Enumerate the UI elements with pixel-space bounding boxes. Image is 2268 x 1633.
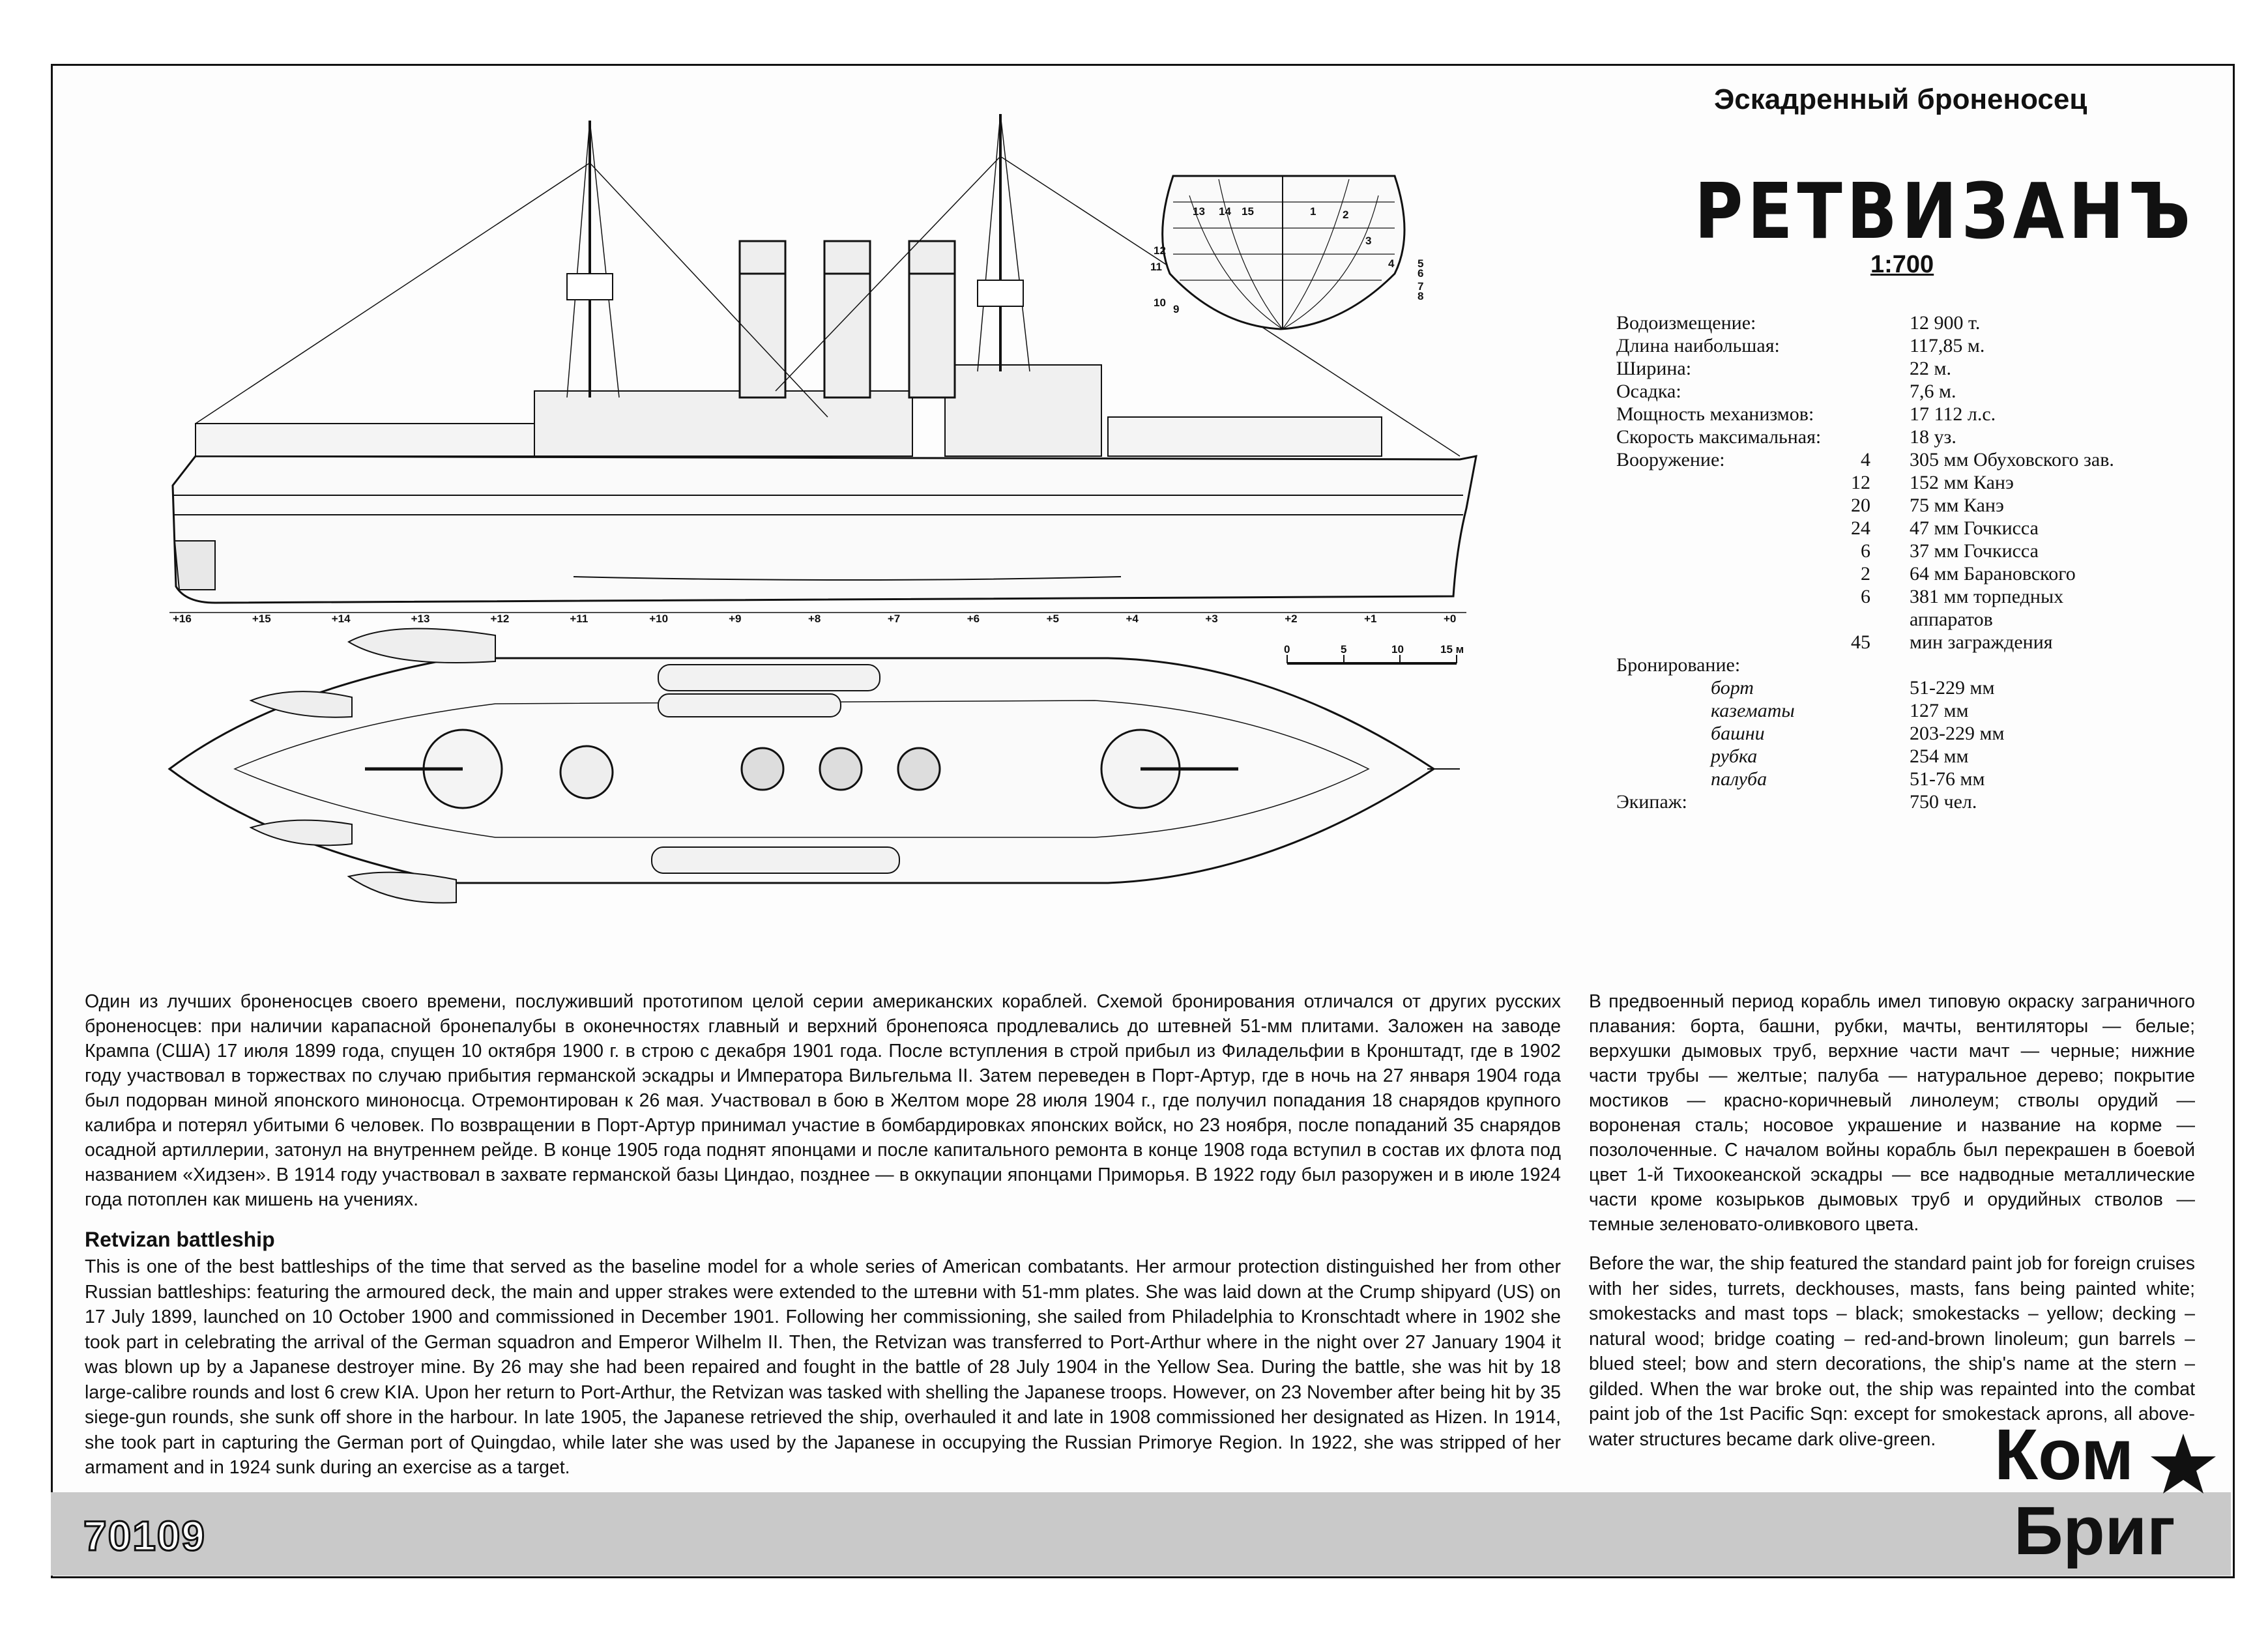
body-plan (1163, 176, 1404, 329)
body-plan-station-number: 2 (1343, 209, 1349, 221)
spec-value: 64 мм Барановского (1910, 563, 2076, 585)
spec-value: аппаратов (1910, 609, 1993, 630)
spec-row (1616, 380, 2151, 403)
body-plan-station-number: 8 (1418, 290, 1424, 302)
frame-tick-label: +3 (1205, 613, 1218, 625)
frame-tick-label: +5 (1046, 613, 1060, 625)
spec-quantity: 2 (1861, 563, 1870, 585)
footer-band (51, 1492, 2231, 1576)
frame-tick-label: +8 (808, 613, 821, 625)
body-plan-station-number: 10 (1154, 296, 1166, 309)
frame-tick-label: +10 (649, 613, 669, 625)
funnel-1 (740, 241, 785, 397)
armour-value: 254 мм (1910, 745, 1969, 767)
logo-text-line1: Ком (1994, 1415, 2134, 1495)
spec-quantity: 6 (1861, 586, 1870, 607)
armour-label: борт (1711, 677, 1754, 699)
body-plan-station-number: 11 (1150, 261, 1162, 273)
armour-row (1616, 699, 2151, 722)
spec-row (1616, 517, 2151, 540)
body-plan-station-number: 4 (1388, 257, 1395, 270)
frame-ticks (173, 613, 1456, 625)
body-plan-station-number: 1 (1310, 205, 1316, 218)
history-text-en: This is one of the best battleships of the time that served as the baseline model for a whole series of American combatants. Her armour protection distinguished her from other Russian battleships: featuring the armoured deck, the main and upper strakes were extended to the штевни with 51-mm plates. She was laid down at the Crump shipyard (US) on 17 July 1899, launched on 10 October 1900 and commissioned in December 1901. Following her commissioning, she sailed from Philadelphia to Kronschtadt where in 1902 she took part in celebrating the arrival of the German squadron and Emperor Wilhelm II. Then, the Retvizan was transferred to Port-Arthur where in the night over 27 January 1904 it was blown up by a Japanese destroyer mine. By 26 may she had been repaired and fought in the battle of 28 July 1904 in the Yellow Sea. During the battle, she was hit by 18 large-calibre rounds and lost 6 crew KIA. Upon her return to Port-Arthur, the Retvizan was tasked with shelling the Japanese troops. However, on 23 November after being hit by 35 siege-gun rounds, she sunk off shore in the harbour. In late 1905, the Japanese retrieved the ship, overhauled it and late in 1908 commissioned her designated as Hizen. In 1914, she took part in capturing the German port of Quingdao, while later she was used by the Japanese in occupying the Russian Primorye Region. In 1922, she was stripped of her armament and in 1924 sunk during an exercise as a target. (85, 1256, 1561, 1478)
ship-type-subtitle: Эскадренный броненосец (1714, 83, 2087, 115)
spec-row (1616, 562, 2151, 585)
history-title-en: Retvizan battleship (85, 1228, 275, 1251)
frame-tick-label: +7 (887, 613, 901, 625)
frame-tick-label: +0 (1444, 613, 1457, 625)
spec-value: 22 м. (1910, 358, 1951, 379)
frame-tick-label: +2 (1285, 613, 1298, 625)
funnel-2 (824, 241, 870, 397)
spec-label: Вооружение: (1616, 449, 1725, 470)
spec-label: Скорость максимальная: (1616, 426, 1822, 448)
body-plan-station-number: 15 (1242, 205, 1254, 218)
spec-quantity: 45 (1851, 631, 1870, 653)
spec-quantity: 4 (1861, 449, 1870, 470)
frame-tick-label: +15 (252, 613, 271, 625)
body-plan-station-number: 12 (1154, 244, 1166, 257)
frame-tick-label: +4 (1126, 613, 1139, 625)
body-plan-station-number: 7 (1418, 280, 1424, 293)
armour-value: 203-229 мм (1910, 723, 2005, 744)
model-scale: 1:700 (1870, 251, 1934, 278)
body-plan-station-number: 9 (1173, 303, 1180, 315)
spec-quantity: 12 (1851, 472, 1870, 493)
paint-text-ru: В предвоенный период корабль имел типовую окраску заграничного плавания: борта, башни, рубки, мачты, вентиляторы — белые; верхушки дымовых труб, верхние части мачт — черные; нижние части трубы — желтые; палуба — натуральное дерево; покрытие мостиков — красно-коричневый линолеум; стволы орудий — вороненая сталь; носовое украшение и название на корме — позолоченные. С началом войны корабль был перекрашен в боевой цвет 1-й Тихоокеанской эскадры — все надводные металлические части кроме козырьков дымовых труб и орудийных стволов — темные зеленовато-оливкового цвета. (1589, 991, 2195, 1235)
spec-row (1616, 311, 2151, 334)
spec-value: 17 112 л.с. (1910, 403, 1996, 425)
scale-label: 0 (1284, 643, 1290, 656)
spec-row-armour-heading (1616, 654, 2151, 676)
frame-tick-label: +14 (331, 613, 351, 625)
frame-tick-label: +9 (729, 613, 742, 625)
frame-tick-label: +16 (173, 613, 192, 625)
spec-label: Ширина: (1616, 358, 1692, 379)
spec-row (1616, 494, 2151, 517)
frame-tick-label: +11 (570, 613, 589, 625)
armour-row (1616, 745, 2151, 768)
armour-label: башни (1711, 723, 1765, 744)
spec-label: Бронирование: (1616, 654, 1741, 676)
spec-row (1616, 403, 2151, 426)
scale-label: 10 (1391, 643, 1404, 656)
spec-value: 47 мм Гочкисса (1910, 517, 2039, 539)
spec-value: 7,6 м. (1910, 381, 1956, 402)
spec-quantity: 20 (1851, 495, 1870, 516)
armour-label: казематы (1711, 700, 1795, 721)
kombrig-logo (1988, 1408, 2222, 1570)
spec-row (1616, 608, 2151, 631)
spec-label: Экипаж: (1616, 791, 1687, 813)
spec-row (1616, 471, 2151, 494)
spec-row (1616, 540, 2151, 562)
body-plan-station-number: 14 (1219, 205, 1231, 218)
spec-value: 152 мм Канэ (1910, 472, 2014, 493)
spec-value: 750 чел. (1910, 791, 1977, 813)
spec-label: Осадка: (1616, 381, 1681, 402)
spec-value: 12 900 т. (1910, 312, 1981, 334)
ship-name-title: РЕТВИЗАНЪ (1694, 166, 2196, 256)
spec-quantity: 6 (1861, 540, 1870, 562)
scale-label: 15 м (1440, 643, 1464, 656)
spec-row-crew (1616, 790, 2151, 813)
spec-label: Мощность механизмов: (1616, 403, 1814, 425)
funnel-3 (909, 241, 955, 397)
spec-value: 117,85 м. (1910, 335, 1985, 356)
scale-label: 5 (1341, 643, 1347, 656)
paint-text-en: Before the war, the ship featured the standard paint job for foreign cruises with her sides, turrets, deckhouses, masts, fans being painted white; smokestacks and mast tops – black; smokestacks – yellow; decking – natural wood; bridge coating – red-and-brown linoleum; gun barrels – blued steel; bow and stern decorations, the ship's name at the stern – gilded. When the war broke out, the ship was repainted into the combat paint job of the 1st Pacific Sqn: except for smokestack aprons, all above-water structures became dark olive-green. (1589, 1253, 2195, 1450)
spec-value: 18 уз. (1910, 426, 1956, 448)
armour-row (1616, 722, 2151, 745)
spec-value: 381 мм торпедных (1910, 586, 2064, 607)
spec-value: 75 мм Канэ (1910, 495, 2004, 516)
frame-tick-label: +13 (411, 613, 430, 625)
body-plan-station-number: 3 (1365, 235, 1372, 247)
scale-bar-labels (1284, 643, 1464, 656)
spec-row (1616, 585, 2151, 608)
body-plan-station-number: 6 (1418, 267, 1424, 280)
armour-row (1616, 676, 2151, 699)
history-text-ru: Один из лучших броненосцев своего времени, послуживший прототипом целой серии американских кораблей. Схемой бронирования отличался от других русских броненосцев: при наличии карапасной бронепалубы в оконечностях главный и верхний бронепояса продлевались до штевней 51-мм плитами. Заложен на заводе Крампа (США) 17 июля 1899 года, спущен 10 октября 1900 г. в строю с декабря 1901 года. После вступления в строй прибыл из Филадельфии в Кронштадт, где в 1902 году участвовал в торжествах по случаю прибытия германской эскадры и Императора Вильгельма II. Затем переведен в Порт-Артур, где в ночь на 27 января 1904 года был подорван миной японского миноносца. Отремонтирован к 26 мая. Участвовал в бою в Желтом море 28 июля 1904 г., где получил попадания 18 снарядов крупного калибра и потерял убитыми 6 человек. По возвращении в Порт-Артур принимал участие в бомбардировках японских войск, но 23 ноября, после попаданий 35 снарядов осадной артиллерии, затонул на внутреннем рейде. В конце 1905 года поднят японцами и после капитального ремонта в конце 1908 года вступил в состав их флота под названием «Хидзен». В 1914 году участвовал в захвате германской базы Циндао, позднее — в оккупации японцами Приморья. В 1922 году был разоружен и в июле 1924 года потоплен как мишень на учениях. (85, 991, 1561, 1210)
frame-tick-label: +6 (967, 613, 980, 625)
armour-row (1616, 768, 2151, 790)
armour-label: палуба (1711, 768, 1767, 790)
frame-tick-label: +1 (1364, 613, 1377, 625)
spec-label: Длина наибольшая: (1616, 335, 1780, 356)
body-plan-station-number: 5 (1418, 257, 1424, 270)
spec-quantity: 24 (1851, 517, 1870, 539)
spec-row (1616, 631, 2151, 654)
spec-value: мин заграждения (1910, 631, 2053, 653)
body-plan-station-number: 13 (1193, 205, 1205, 218)
spec-value: 37 мм Гочкисса (1910, 540, 2039, 562)
spec-label: Водоизмещение: (1616, 312, 1756, 334)
logo-text-line2: Бриг (2014, 1493, 2175, 1569)
armour-value: 51-76 мм (1910, 768, 1985, 790)
spec-row (1616, 426, 2151, 448)
spec-row (1616, 357, 2151, 380)
armour-label: рубка (1711, 745, 1758, 767)
armour-value: 51-229 мм (1910, 677, 1995, 699)
frame-tick-label: +12 (490, 613, 510, 625)
spec-row (1616, 448, 2151, 471)
spec-value: 305 мм Обуховского зав. (1910, 449, 2114, 470)
specifications-table (1616, 311, 2151, 813)
kit-number: 70109 (83, 1512, 206, 1559)
armour-value: 127 мм (1910, 700, 1969, 721)
side-profile-hull (173, 456, 1476, 603)
superstructure (534, 391, 912, 456)
star-icon (2151, 1434, 2216, 1494)
spec-row (1616, 334, 2151, 357)
